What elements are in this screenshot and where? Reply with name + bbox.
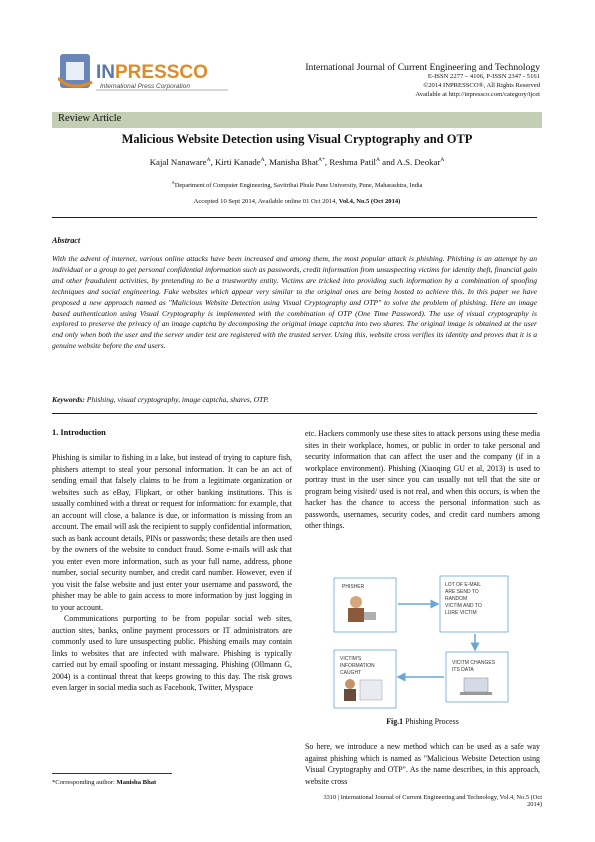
availability-url[interactable]: Available at http://inpressco.com/category/ijcet — [415, 91, 540, 98]
affiliation: $^A$Department of Computer Engineering, Savitribai Phule Pune University, Pune, Maharashtra, India — [171, 180, 423, 190]
left-column — [52, 452, 292, 694]
victim-info-text: VICTIM'S INFORMATION CAUGHT — [340, 656, 375, 676]
victim-changes-text: VICITM CHANGES ITS DATA — [452, 660, 496, 673]
email-box-text: LOT OF E-MAIL ARE SEND TO RANDOM VICTIM AND TO LURE VICTIM — [445, 582, 482, 616]
author: Reshma Patil — [329, 157, 376, 167]
phisher-label: PHISHER — [342, 584, 365, 590]
laptop-icon — [460, 678, 492, 695]
copyright: ©2014 INPRESSCO®, All Rights Reserved — [423, 82, 540, 89]
publisher-logo — [58, 48, 248, 108]
phishing-process-figure — [330, 572, 514, 712]
paragraph: etc. Hackers commonly use these sites to attack persons using these media sites in their workplace, homes, or public in order to take personal and security information that can affect the user and the company (if in a workplace environment). Phishing (Xiaoqing GU et al, 2013) is used to portray trust in the user since you can usually not tell that the site or program being visited/ used is not real, and when this occurs, is when the hacker has the chance to access the personal information such as passwords, usernames, security codes, and credit card numbers among other things. — [305, 429, 540, 530]
abstract-heading: Abstract — [52, 236, 81, 245]
svg-text:INPRESSCO: INPRESSCO — [96, 62, 208, 83]
author-list: Kajal Nanaware$^A$, Kirti Kanade$^A$, Manisha Bhat$^{A*}$, Reshma Patil$^A$ and A.S. Deokar$^A$ — [149, 157, 445, 167]
keywords: Keywords: Phishing, visual cryptography, image captcha, shares, OTP. — [52, 395, 269, 404]
issn: E-ISSN 2277 – 4106, P-ISSN 2347 - 5161 — [427, 73, 540, 80]
right-column-continued — [305, 741, 540, 787]
journal-title: International Journal of Current Engineering and Technology — [305, 62, 540, 73]
divider — [52, 413, 537, 414]
abstract-text: With the advent of internet, various online attacks have been increased and among them, the most popular attack is phishing. Phishing is an attempt by an individual or a group to get personal confidential information such as passwords, credit information from unsuspecting victims for identity theft, financial gain and other fraudulent activities, by pretending to be a trustworthy entity. Victims are tricked into providing such information by a combination of spoofing techniques and social engineering. Fake websites which appear very similar to the original ones are being hosted to achieve this. In this paper we have proposed a new approach named as "Malicious Website Detection using Visual Cryptography and OTP" to solve the problem of phishing. Here an image based authentication using Visual Cryptography is implemented with the combination of OTP (One Time Password). The use of visual cryptography is explored to preserve the privacy of an image captcha by decomposing the original image captcha into two shares. The original image is obtained at the user end only when both the user and the server under test are registered with the trusted server. Using this, website cross verifies its identity and proves that it is a genuine website before the end users. — [52, 254, 537, 351]
paragraph: So here, we introduce a new method which can be used as a safe way against phishing which is named as "Malicious Website Detection using Visual Cryptography and OTP". As the name describes, in this approach, website cross — [305, 742, 540, 786]
author: Kirti Kanade — [214, 157, 261, 167]
logo-emblem-icon — [58, 54, 92, 88]
figure-caption: Fig.1 Phishing Process — [386, 717, 459, 726]
publication-dates: Accepted 10 Sept 2014, Available online 01 Oct 2014, Vol.4, No.5 (Oct 2014) — [193, 198, 401, 205]
paragraph: Communications purporting to be from popular social web sites, auction sites, banks, online payment processors or IT administrators are commonly used to lure unsuspecting public. Phishing emails may contain links to websites that are infected with malware. Phishing is typically carried out by email spoofing or instant messaging. Phishing (Ollmann G, 2004) is a continual threat that keeps growing to this day. The risk grows even larger in social media such as Facebook, Twitter, Myspace — [52, 614, 292, 692]
paper-title: Malicious Website Detection using Visual Cryptography and OTP — [121, 132, 473, 146]
paragraph: Phishing is similar to fishing in a lake, but instead of trying to capture fish, phishers attempt to steal your personal information. It can be an act of sending email that falsely claims to be from a legitimate organization or websites such as eBay, Flipkart, or other banking institutions. This is usually combined with a threat or request for information: for example, that an account will close, a balance is due, or information is missing from an account. The email will ask the recipient to supply confidential information, such as bank account details, PINs or passwords; these details are then used by the owners of the website to conduct fraud. Some e-mails will ask that you enter even more information, such as your full name, address, phone number, social security number, and credit card number. However, even if you visit the false website and just enter your username and password, the phisher may be able to gain access to more information by just logging in to your account. — [52, 453, 293, 612]
author: Manisha Bhat — [269, 157, 319, 167]
logo-subtext: International Press Corporation — [100, 83, 190, 90]
corresponding-author: *Corresponding author: Manisha Bhat — [52, 779, 157, 786]
article-type-bar — [52, 112, 542, 128]
section-heading: 1. Introduction — [52, 428, 106, 437]
right-column — [305, 428, 540, 532]
victim-icon — [344, 679, 382, 701]
author: A.S. Deokar — [396, 157, 441, 167]
article-type: Review Article — [58, 113, 122, 124]
page-footer: 3310 | International Journal of Current Engineering and Technology, Vol.4, No.5 (Oct 2014) — [323, 794, 542, 808]
author: Kajal Nanaware — [149, 157, 207, 167]
footnote-divider — [52, 773, 172, 774]
divider — [52, 217, 537, 218]
volume: Vol.4, No.5 (Oct 2014) — [338, 198, 401, 205]
